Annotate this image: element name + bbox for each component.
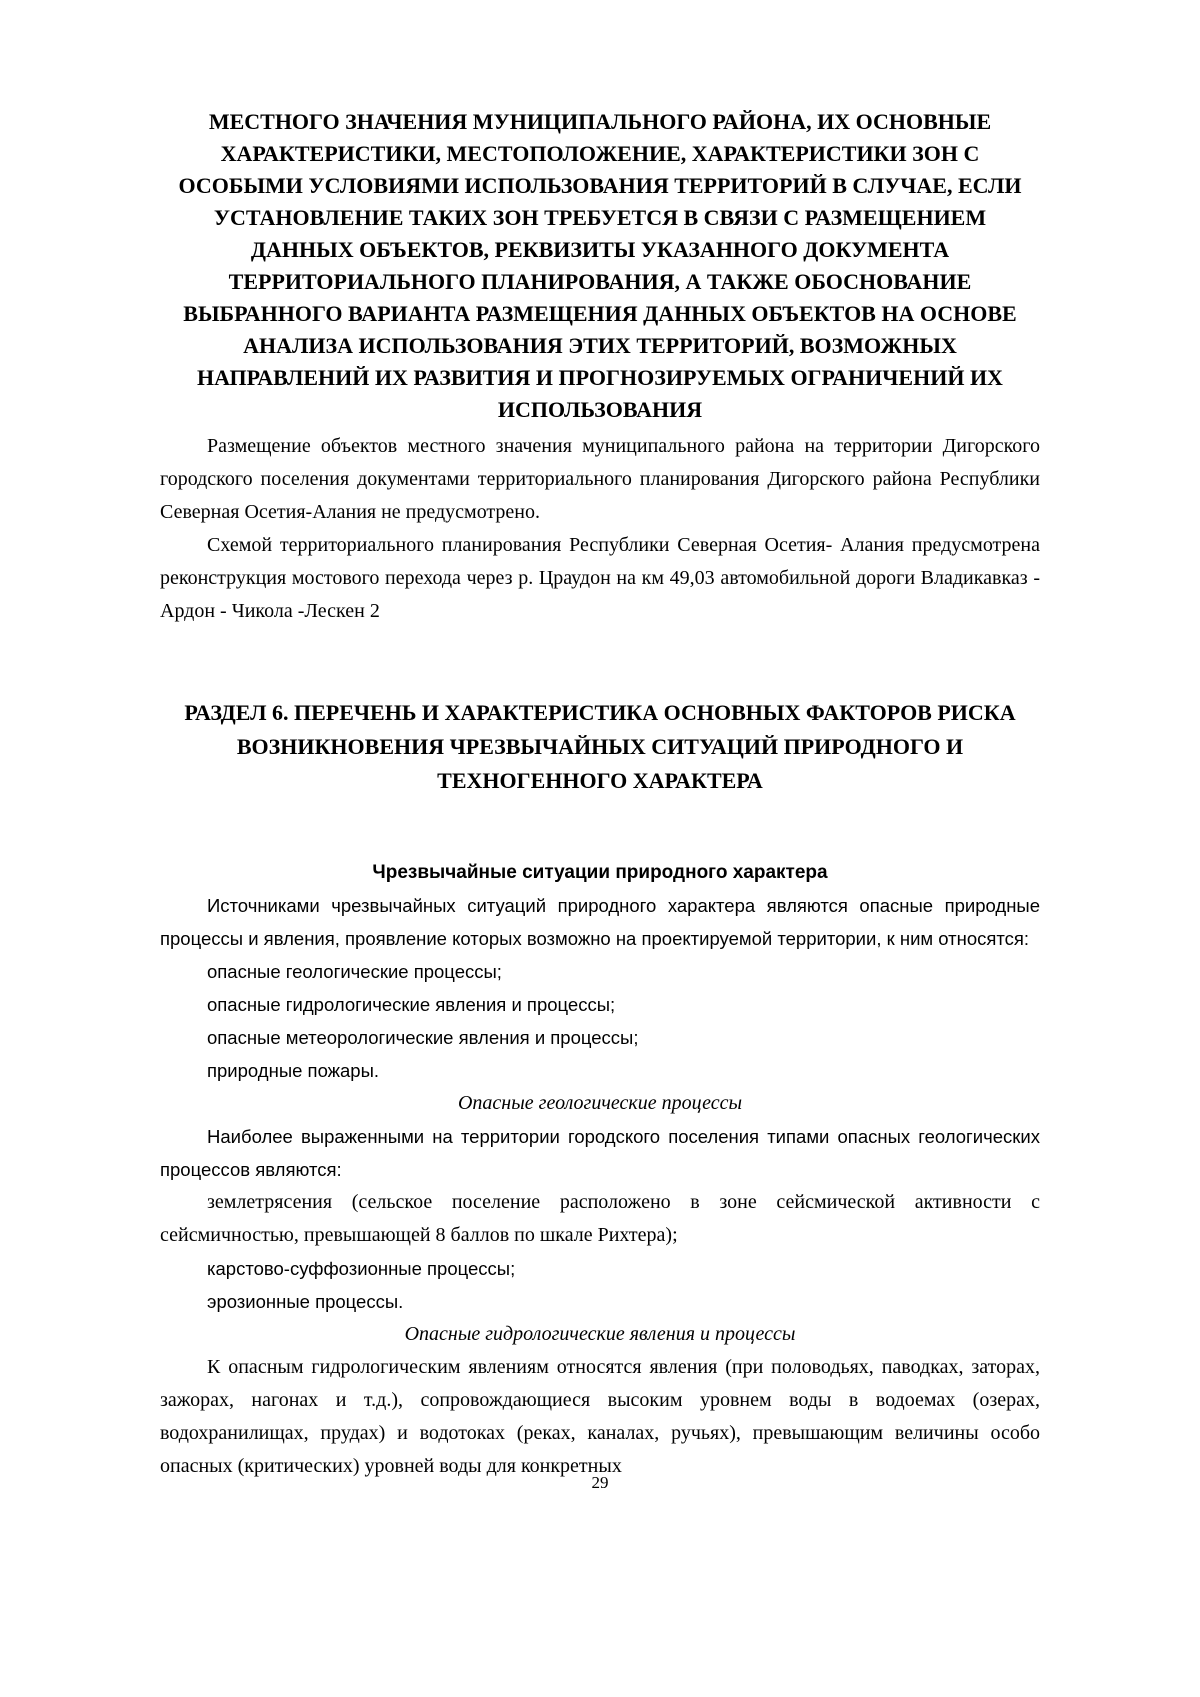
list-item-meteorological-phenomena: опасные метеорологические явления и процессы; [207, 1027, 639, 1048]
list-item-erosion: эрозионные процессы. [207, 1291, 404, 1312]
list-item-hydrological-phenomena: опасные гидрологические явления и процессы; [207, 994, 616, 1015]
natural-emergencies-intro: Источниками чрезвычайных ситуаций природного характера являются опасные природные процессы и явления, проявление которых возможно на проектируемой территории, к ним относятся: [160, 895, 1040, 949]
hydrological-phenomena-intro: К опасным гидрологическим явлениям относятся явления (при половодьях, паводках, заторах, зажорах, нагонах и т.д.), сопровождающиеся высоким уровнем воды в водоемах (озерах, водохранилищах, прудах) и водотоках (реках, каналах, ручьях), превышающим величины особо опасных (критических) уровней воды для конкретных [160, 1356, 1040, 1477]
list-item-geological-processes: опасные геологические процессы; [207, 961, 502, 982]
list-item-karst-suffosion: карстово-суффозионные процессы; [207, 1258, 516, 1279]
geological-processes-heading: Опасные геологические процессы [457, 1092, 743, 1114]
natural-emergencies-heading: Чрезвычайные ситуации природного характера [372, 862, 828, 883]
geological-processes-intro: Наиболее выраженными на территории городского поселения типами опасных геологических процессов являются: [160, 1126, 1040, 1180]
section-6-heading: РАЗДЕЛ 6. ПЕРЕЧЕНЬ И ХАРАКТЕРИСТИКА ОСНОВНЫХ ФАКТОРОВ РИСКА ВОЗНИКНОВЕНИЯ ЧРЕЗВЫЧАЙНЫХ СИТУАЦИЙ ПРИРОДНОГО И ТЕХНОГЕННОГО ХАРАКТЕРА [184, 700, 1016, 793]
hydrological-phenomena-heading: Опасные гидрологические явления и процессы [404, 1323, 796, 1345]
document-title: МЕСТНОГО ЗНАЧЕНИЯ МУНИЦИПАЛЬНОГО РАЙОНА, ИХ ОСНОВНЫЕ ХАРАКТЕРИСТИКИ, МЕСТОПОЛОЖЕНИЕ, ХАРАКТЕРИСТИКИ ЗОН С ОСОБЫМИ УСЛОВИЯМИ ИСПОЛЬЗОВАНИЯ ТЕРРИТОРИЙ В СЛУЧАЕ, ЕСЛИ УСТАНОВЛЕНИЕ ТАКИХ ЗОН ТРЕБУЕТСЯ В СВЯЗИ С РАЗМЕЩЕНИЕМ ДАННЫХ ОБЪЕКТОВ, РЕКВИЗИТЫ УКАЗАННОГО ДОКУМЕНТА ТЕРРИТОРИАЛЬНОГО ПЛАНИРОВАНИЯ, А ТАКЖЕ ОБОСНОВАНИЕ ВЫБРАННОГО ВАРИАНТА РАЗМЕЩЕНИЯ ДАННЫХ ОБЪЕКТОВ НА ОСНОВЕ АНАЛИЗА ИСПОЛЬЗОВАНИЯ ЭТИХ ТЕРРИТОРИЙ, ВОЗМОЖНЫХ НАПРАВЛЕНИЙ ИХ РАЗВИТИЯ И ПРОГНОЗИРУЕМЫХ ОГРАНИЧЕНИЙ ИХ ИСПОЛЬЗОВАНИЯ [178, 109, 1022, 422]
list-item-earthquakes: землетрясения (сельское поселение расположено в зоне сейсмической активности с сейсмичностью, превышающей 8 баллов по шкале Рихтера); [160, 1191, 1040, 1246]
page-number: 29 [591, 1473, 609, 1492]
paragraph-placement-objects: Размещение объектов местного значения муниципального района на территории Дигорского городского поселения документами территориального планирования Дигорского района Республики Северная Осетия-Алания не предусмотрено. [160, 435, 1040, 523]
list-item-natural-fires: природные пожары. [207, 1060, 380, 1081]
paragraph-territorial-scheme: Схемой территориального планирования Республики Северная Осетия- Алания предусмотрена реконструкция мостового перехода через р. Цраудон на км 49,03 автомобильной дороги Владикавказ - Ардон - Чикола -Лескен 2 [160, 534, 1040, 622]
